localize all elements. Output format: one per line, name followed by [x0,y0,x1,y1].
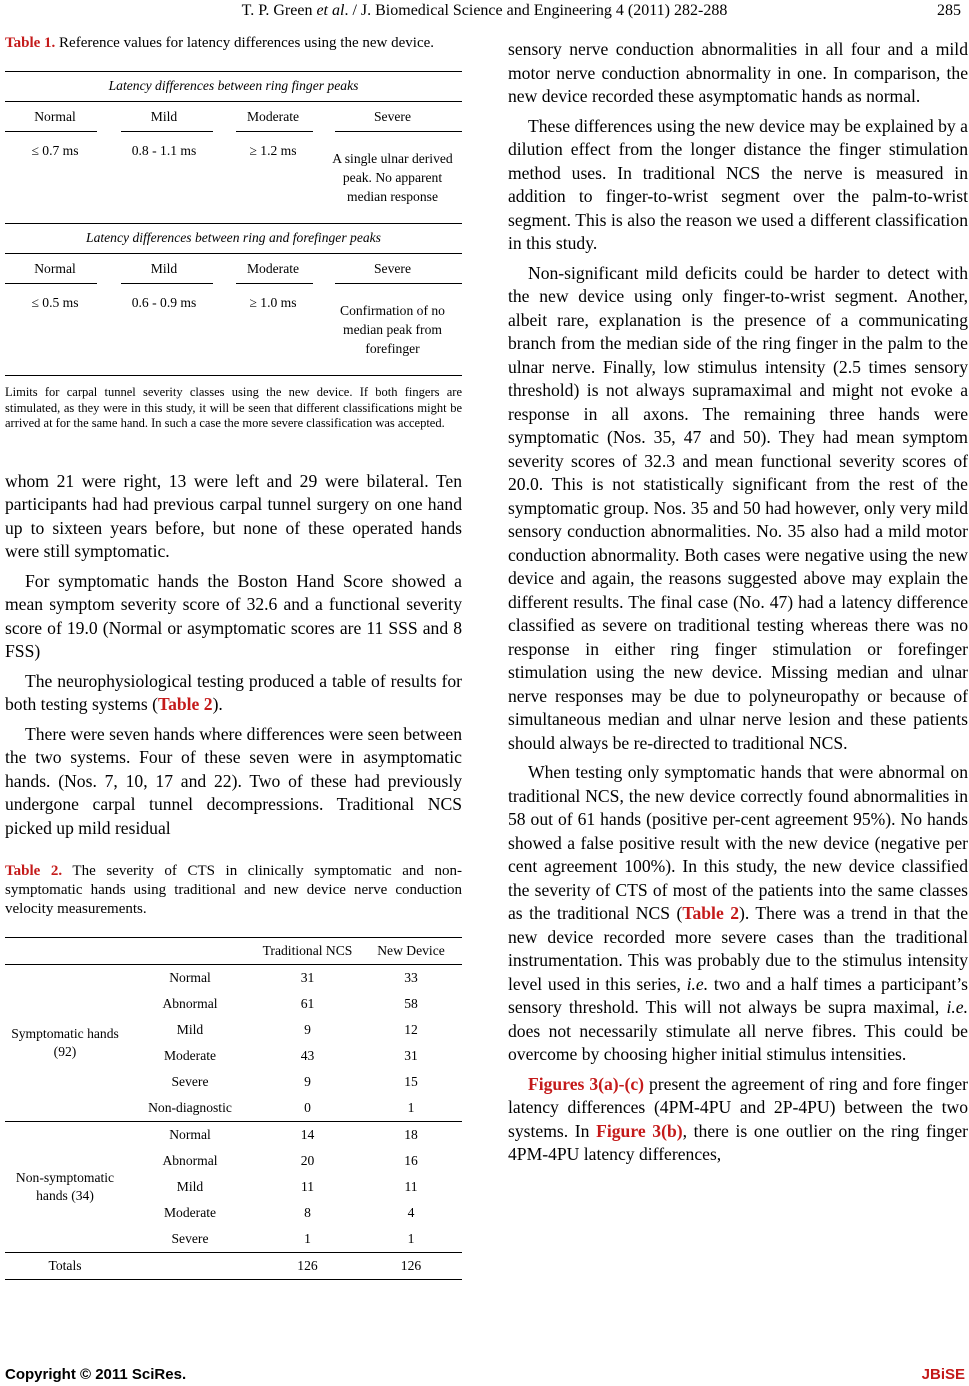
table2-cell: 31 [255,965,360,992]
table2-label: Table 2. [5,863,63,879]
table2-row-label: Mild [176,1179,204,1194]
table1-section2-values-row [5,284,462,375]
table2-row-label: Mild [176,1022,204,1037]
table1-value-cell: A single ulnar derived peak. No apparent median response [332,151,453,204]
table1-label: Table 1. [5,35,56,51]
table2-caption [5,862,462,919]
table2-cell: 16 [404,1153,418,1168]
table2-cell: 4 [407,1205,415,1220]
running-title-journal: . / J. Biomedical Science and Engineering 4 (2011) 282-288 [344,2,728,19]
table2-caption-text: The severity of CTS in clinically symptomatic and non-symptomatic hands using traditional and new device nerve conduction velocity measurements. [5,863,462,917]
table2-cell: 0 [304,1100,311,1115]
running-title-authors: T. P. Green [241,2,317,19]
table2-cell: 31 [404,1048,418,1063]
table1-value-cell: ≥ 1.0 ms [249,295,297,310]
journal-abbrev: JBiSE [921,1366,965,1383]
table1-section1-header-row [5,102,462,131]
table2-cell: 1 [407,1100,415,1115]
table2-cell: 11 [404,1179,418,1194]
table2-group-label: Symptomatic hands (92) [5,965,125,1122]
table2-row-label: Abnormal [162,996,218,1011]
table1 [5,71,462,376]
table2-row-label: Non-diagnostic [148,1100,232,1115]
table2-totals-label: Totals [5,1253,125,1280]
table1-caption-text: Reference values for latency differences using the new device. [55,35,435,51]
table1-header-cell: Mild [150,261,178,276]
copyright-notice: Copyright © 2011 SciRes. [5,1366,187,1383]
table1-caption [5,34,462,53]
running-title-etal: et al [316,2,345,19]
table2-row-label: Moderate [163,1205,217,1220]
table2-row-label: Abnormal [162,1153,218,1168]
table2-cell: 1 [304,1231,311,1246]
table-row [5,1122,462,1149]
text-span: does not necessarily stimulate all nerve fibres. This could be overcome by choosing higher initial stimulus intensities. [508,1020,968,1064]
table2-col-header: Traditional NCS [255,938,360,965]
running-header [0,0,969,24]
table1-header-cell: Severe [374,261,411,276]
table2-cell: 18 [360,1122,462,1149]
table1-value-cell: ≥ 1.2 ms [249,143,297,158]
table2-cell: 12 [404,1022,418,1037]
table1-section2-title: Latency differences between ring and forefinger peaks [86,230,381,245]
text-span: ). There was a trend in that the new device recorded more severe cases than the traditional instrumentation. This was probably due to the stimulus intensity level used in this series, [508,903,969,994]
table2-cell: 33 [360,965,462,992]
table1-header-cell: Mild [150,109,178,124]
body-paragraph: For symptomatic hands the Boston Hand Score showed a mean symptom severity score of 32.6 and a functional severity score of 19.0 (Normal or asymptomatic scores are 11 SSS and 8 FSS) [5,570,462,661]
text-span: i.e. [946,997,968,1017]
text-span: i.e. [686,973,709,994]
table2-cell: 14 [255,1122,360,1149]
table2-totals-row [5,1253,462,1280]
table2-col-header: New Device [360,938,462,965]
body-paragraph: whom 21 were right, 13 were left and 29 were bilateral. Ten participants had had previous carpal tunnel surgery on one hand up to sixteen years before, but none of these operated hands were still symptomatic. [5,470,462,561]
table2-cell: 126 [360,1253,462,1280]
table1-header-cell: Severe [374,109,411,124]
table2-cell: 43 [300,1048,315,1063]
table2-cell: 20 [300,1153,315,1168]
right-column [508,38,968,1173]
body-paragraph: Non-significant mild deficits could be harder to detect with the new device using only finger-to-wrist segment. Another, albeit rare, explanation is the presence of a communicating branch from the median side of the ring finger in the palm to the ulnar nerve. Finally, low stimulus intensity (2.5 times sensory threshold) is not always supramaximal and might not evoke a response in all axons. The remaining three hands were symptomatic (Nos. 35, 47 and 50). They had mean symptom severity scores of 32.3 and mean functional severity scores of 20.0. This is not statistically significant from the rest of the symptomatic group. Nos. 35 and 50 had however, only very mild sensory conduction abnormalities. No. 35 also had a mild motor conduction abnormality. Both cases were negative using the new device and again, the reasons suggested above may explain the different results. The final case (No. 47) had a latency difference classified as severe on traditional testing whereas there was no response in either ring finger stimulation or forefinger stimulation using the new device. Missing median and ulnar nerve responses may be due to polyneuropathy or because of simultaneous median and ulnar nerve lesion and these patients should always be re-directed to traditional NCS. [508,262,968,753]
table2-header-row [5,938,462,965]
table1-value-cell: Confirmation of no median peak from forefinger [340,303,445,356]
table1-header-cell: Moderate [246,109,300,124]
table2-cell: 9 [304,1074,311,1089]
table-row [5,965,462,992]
table2-row-label: Severe [171,1074,209,1089]
text-span: ). [212,694,223,714]
table2-cell: 15 [404,1074,418,1089]
body-paragraph [5,670,462,717]
table2-cell: 9 [304,1022,311,1037]
table2-row-label: Normal [125,1122,255,1149]
body-paragraph [508,761,968,1067]
body-paragraph: There were seven hands where differences were seen between the two systems. Four of these seven were in asymptomatic hands. (Nos. 7, 10, 17 and 22). Two of these had previously undergone carpal tunnel decompressions. Traditional NCS picked up mild residual [5,723,462,838]
table2-reference-link[interactable]: Table 2 [157,694,213,714]
table2-cell: 1 [407,1231,415,1246]
body-paragraph: These differences using the new device may be explained by a dilution effect from the longer distance the finger stimulation method uses. In traditional NCS the nerve is measured in addition to finger-to-wrist segment over the palm-to-wrist segment. This is also the reason we used a different classification in this study. [508,115,968,253]
table1-value-cell: ≤ 0.5 ms [31,295,79,310]
table2-row-label: Severe [171,1231,209,1246]
table1-value-cell: 0.6 - 0.9 ms [131,295,197,310]
text-span: , there is one outlier on the ring finger 4PM-4PU latency differences, [508,1120,968,1164]
table1-section2-header-row [5,254,462,283]
body-paragraph: sensory nerve conduction abnormalities in all four and a mild motor nerve conduction abnormality in one. In comparison, the new device recorded these asymptomatic hands as normal. [508,39,968,106]
left-column [5,34,462,1280]
text-span: When testing only symptomatic hands that were abnormal on traditional NCS, the new device correctly found abnormalities in 58 out of 61 hands (positive per-cent agreement 95%). No hands showed a false positive result with the new device (negative per cent agreement 100%). In this study, the new device classified the severity of CTS of most of the patients into the same classes as the traditional NCS ( [508,762,968,923]
table2-cell: 61 [300,996,315,1011]
table1-value-cell: ≤ 0.7 ms [31,143,79,158]
table1-section1-title: Latency differences between ring finger peaks [108,78,359,93]
table2-reference-link[interactable]: Table 2 [682,903,740,923]
table2-row-label: Normal [125,965,255,992]
table1-section1-values-row [5,132,462,223]
table2-cell: 126 [255,1253,360,1280]
figure3-reference-link[interactable]: Figures 3(a)-(c) [528,1073,645,1094]
table1-footnote: Limits for carpal tunnel severity classes using the new device. If both fingers are stimulated, as they were in this study, it will be seen that different classifications might be arrived at for the same hand. In such a case the more severe classification was accepted. [5,385,462,430]
running-title [0,0,969,22]
table1-value-cell: 0.8 - 1.1 ms [131,143,197,158]
body-paragraph [508,1073,968,1167]
figure3b-reference-link[interactable]: Figure 3(b) [596,1120,683,1141]
page-number: 285 [937,2,961,19]
text-span: two and a half times a participant’s sensory threshold. This will not always be supra maximal, [508,973,968,1017]
table1-header-cell: Normal [34,261,76,276]
table1-header-cell: Normal [34,109,76,124]
text-span: present the agreement of ring and fore finger latency differences (4PM-4PU and 2P-4PU) between the two systems. In [508,1073,968,1141]
text-span: The neurophysiological testing produced a table of results for both testing systems ( [5,670,462,714]
table2-cell: 8 [304,1205,311,1220]
table2 [5,937,462,1280]
table2-cell: 11 [300,1179,315,1194]
table1-header-cell: Moderate [246,261,300,276]
table2-cell: 58 [404,996,418,1011]
table2-group-label: Non-symptomatic hands (34) [5,1122,125,1253]
table2-row-label: Moderate [163,1048,217,1063]
